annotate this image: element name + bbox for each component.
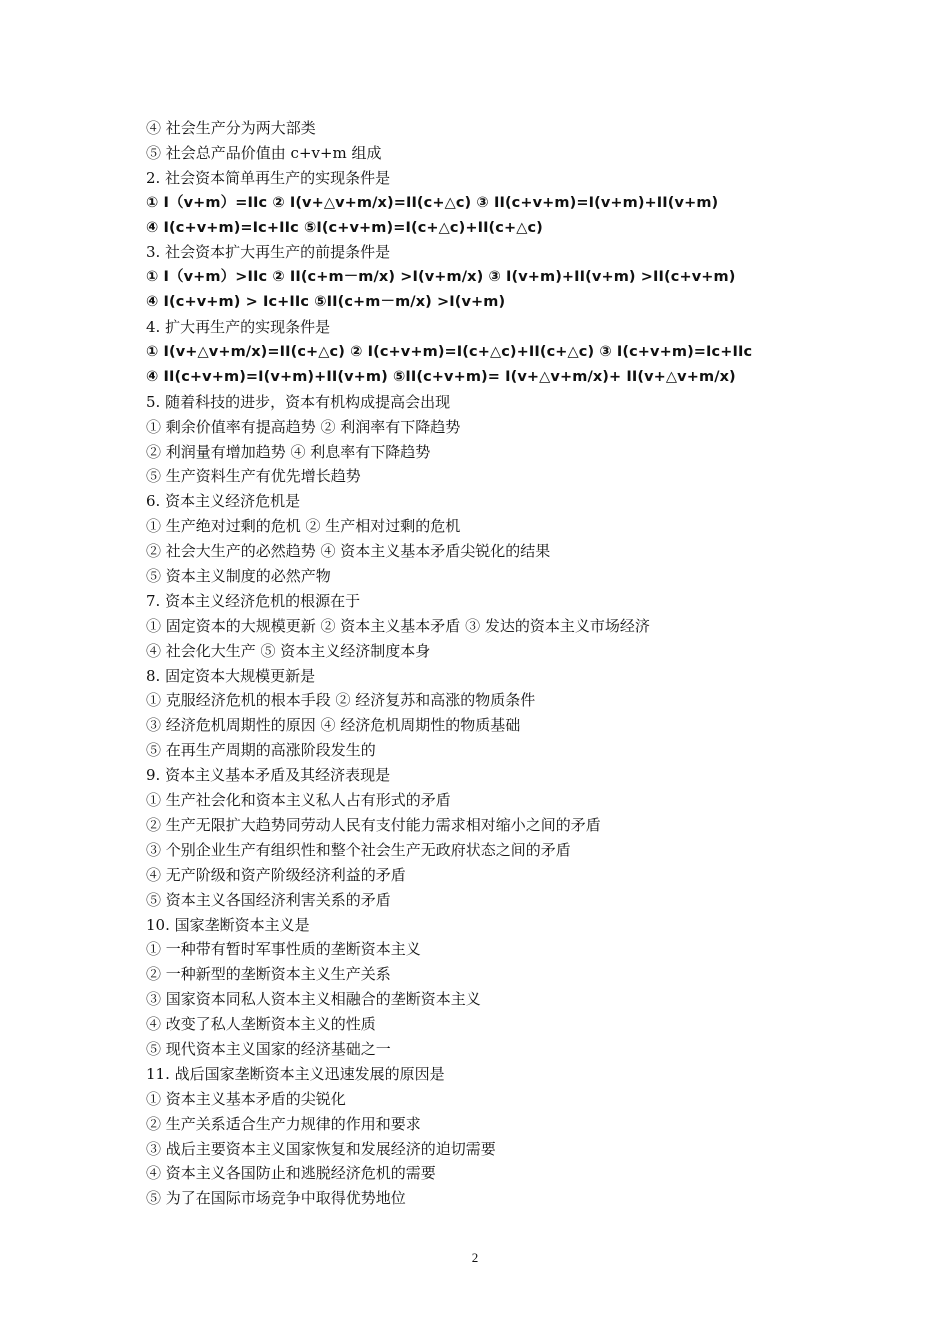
text-line: ④ 无产阶级和资产阶级经济利益的矛盾 [146,865,406,884]
text-line: 2. 社会资本简单再生产的实现条件是 [146,168,391,187]
text-line: ⑤ 现代资本主义国家的经济基础之一 [146,1039,391,1058]
text-line: 5. 随着科技的进步，资本有机构成提高会出现 [146,392,451,411]
formula-line: ① I（v+m）=IIc ② I(v+△v+m/x)=II(c+△c) ③ II(c+v+m)=I(v+m)+II(v+m) [146,194,719,211]
text-line: 3. 社会资本扩大再生产的前提条件是 [146,243,391,262]
formula-line: ① I（v+m）>IIc ② II(c+m－m/x) >I(v+m/x) ③ I(v+m)+II(v+m) >II(c+v+m) [146,269,736,286]
text-line: ③ 战后主要资本主义国家恢复和发展经济的迫切需要 [146,1139,496,1158]
text-line: ② 一种新型的垄断资本主义生产关系 [146,965,391,984]
text-line: ② 利润量有增加趋势 ④ 利息率有下降趋势 [146,442,431,461]
text-line: ⑤ 社会总产品价值由 c+v+m 组成 [146,143,382,162]
text-line: ④ 资本主义各国防止和逃脱经济危机的需要 [146,1164,436,1183]
text-line: 7. 资本主义经济危机的根源在于 [146,591,361,610]
text-line: ④ 改变了私人垄断资本主义的性质 [146,1015,376,1034]
text-line: ② 生产关系适合生产力规律的作用和要求 [146,1114,421,1133]
text-line: ② 生产无限扩大趋势同劳动人民有支付能力需求相对缩小之间的矛盾 [146,815,601,834]
formula-line: ④ II(c+v+m)=I(v+m)+II(v+m) ⑤II(c+v+m)= I(v+△v+m/x)+ II(v+△v+m/x) [146,368,736,385]
text-line: ① 一种带有暂时军事性质的垄断资本主义 [146,940,421,959]
formula-line: ④ I(c+v+m) > Ic+IIc ⑤II(c+m－m/x) >I(v+m) [146,294,506,311]
text-line: ① 生产绝对过剩的危机 ② 生产相对过剩的危机 [146,517,461,536]
text-line: ① 生产社会化和资本主义私人占有形式的矛盾 [146,791,451,810]
page-number: 2 [471,1250,479,1265]
text-line: ① 资本主义基本矛盾的尖锐化 [146,1089,346,1108]
text-line: ① 剩余价值率有提高趋势 ② 利润率有下降趋势 [146,417,461,436]
text-line: ⑤ 资本主义各国经济利害关系的矛盾 [146,890,391,909]
text-line: ① 固定资本的大规模更新 ② 资本主义基本矛盾 ③ 发达的资本主义市场经济 [146,616,650,635]
text-line: 8. 固定资本大规模更新是 [146,666,316,685]
text-line: ③ 个别企业生产有组织性和整个社会生产无政府状态之间的矛盾 [146,840,571,859]
text-line: ③ 国家资本同私人资本主义相融合的垄断资本主义 [146,990,481,1009]
text-line: ⑤ 为了在国际市场竞争中取得优势地位 [146,1189,406,1208]
text-line: 11. 战后国家垄断资本主义迅速发展的原因是 [146,1064,445,1083]
text-line: ⑤ 生产资料生产有优先增长趋势 [146,467,361,486]
text-line: ⑤ 资本主义制度的必然产物 [146,567,331,586]
text-line: ⑤ 在再生产周期的高涨阶段发生的 [146,741,376,760]
text-line: 6. 资本主义经济危机是 [146,492,301,511]
text-line: ③ 经济危机周期性的原因 ④ 经济危机周期性的物质基础 [146,716,521,735]
question-list [146,116,866,1211]
text-line: 10. 国家垄断资本主义是 [146,915,310,934]
formula-line: ① I(v+△v+m/x)=II(c+△c) ② I(c+v+m)=I(c+△c)+II(c+△c) ③ I(c+v+m)=Ic+IIc [146,344,753,361]
text-line: ④ 社会生产分为两大部类 [146,119,316,137]
text-line: ④ 社会化大生产 ⑤ 资本主义经济制度本身 [146,641,431,660]
text-line: 4. 扩大再生产的实现条件是 [146,318,331,337]
formula-line: ④ I(c+v+m)=Ic+IIc ⑤I(c+v+m)=I(c+△c)+II(c+△c) [146,219,543,236]
text-line: ① 克服经济危机的根本手段 ② 经济复苏和高涨的物质条件 [146,691,536,710]
text-line: 9. 资本主义基本矛盾及其经济表现是 [146,766,391,785]
text-line: ② 社会大生产的必然趋势 ④ 资本主义基本矛盾尖锐化的结果 [146,542,551,561]
